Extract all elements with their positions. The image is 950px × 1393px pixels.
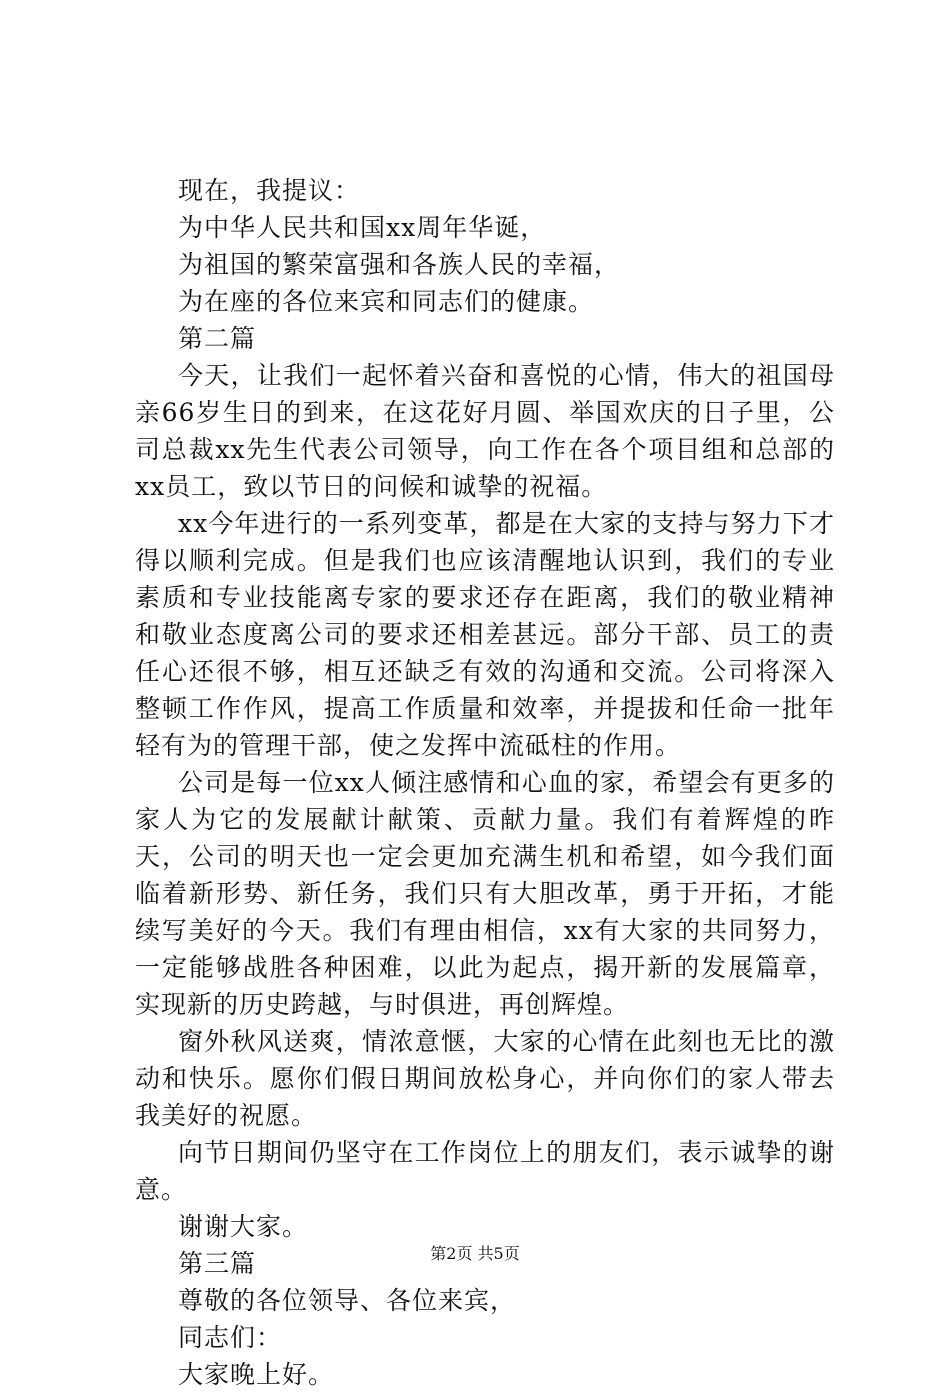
page-number: 第2页 共5页 bbox=[430, 1244, 520, 1263]
text-line: 为在座的各位来宾和同志们的健康。 bbox=[178, 287, 595, 316]
text-line: 同志们： bbox=[178, 1323, 283, 1352]
section-heading: 第二篇 bbox=[178, 324, 257, 353]
text-line: 为中华人民共和国xx周年华诞， bbox=[178, 213, 547, 242]
paragraph: 向节日期间仍坚守在工作岗位上的朋友们，表示诚挚的谢意。 bbox=[135, 1138, 835, 1204]
document-body bbox=[135, 172, 835, 1393]
section-heading: 第三篇 bbox=[178, 1249, 257, 1278]
paragraph: xx今年进行的一系列变革，都是在大家的支持与努力下才得以顺利完成。但是我们也应该清醒地认识到，我们的专业素质和专业技能离专家的要求还存在距离，我们的敬业精神和敬业态度离公司的要求还相差甚远。部分干部、员工的责任心还很不够，相互还缺乏有效的沟通和交流。公司将深入整顿工作作风，提高工作质量和效率，并提拔和任命一批年轻有为的管理干部，使之发挥中流砥柱的作用。 bbox=[135, 509, 835, 760]
text-line: 大家晚上好。 bbox=[178, 1360, 335, 1389]
text-line: 谢谢大家。 bbox=[178, 1212, 309, 1241]
paragraph: 窗外秋风送爽，情浓意惬，大家的心情在此刻也无比的激动和快乐。愿你们假日期间放松身心，并向你们的家人带去我美好的祝愿。 bbox=[135, 1027, 835, 1130]
text-line: 尊敬的各位领导、各位来宾， bbox=[178, 1286, 517, 1315]
paragraph: 公司是每一位xx人倾注感情和心血的家，希望会有更多的家人为它的发展献计献策、贡献力量。我们有着辉煌的昨天，公司的明天也一定会更加充满生机和希望，如今我们面临着新形势、新任务，我们只有大胆改革，勇于开拓，才能续写美好的今天。我们有理由相信，xx有大家的共同努力，一定能够战胜各种困难，以此为起点，揭开新的发展篇章，实现新的历史跨越，与时俱进，再创辉煌。 bbox=[135, 768, 835, 1019]
text-line: 现在，我提议： bbox=[178, 176, 361, 205]
paragraph: 今天，让我们一起怀着兴奋和喜悦的心情，伟大的祖国母亲66岁生日的到来，在这花好月圆、举国欢庆的日子里，公司总裁xx先生代表公司领导，向工作在各个项目组和总部的xx员工，致以节日的问候和诚挚的祝福。 bbox=[135, 361, 835, 501]
text-line: 为祖国的繁荣富强和各族人民的幸福， bbox=[178, 250, 621, 279]
